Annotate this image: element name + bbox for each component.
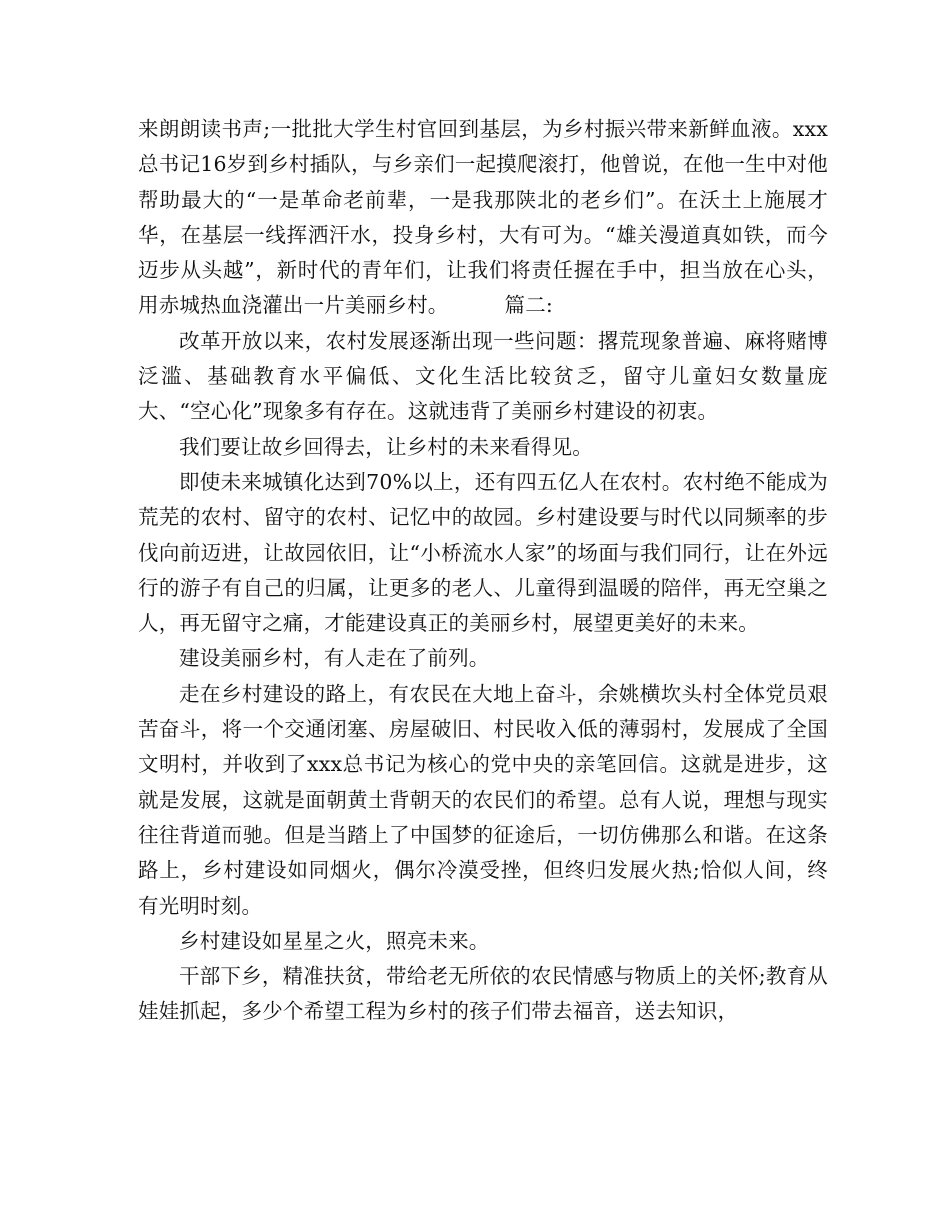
- paragraph-5: 建设美丽乡村，有人走在了前列。: [179, 646, 490, 671]
- paragraph-2: 改革开放以来，农村发展逐渐出现一些问题：撂荒现象普遍、麻将赌博泛滥、基础教育水平偏低、文化生活比较贫乏，留守儿童妇女数量庞大、“空心化”现象多有存在。这就违背了美丽乡村建设的初衷。: [138, 328, 828, 424]
- paragraph-6: 走在乡村建设的路上，有农民在大地上奋斗，余姚横坎头村全体党员艰苦奋斗，将一个交通闭塞、房屋破旧、村民收入低的薄弱村，发展成了全国文明村，并收到了xxx总书记为核心的党中央的亲笔回信。这就是进步，这就是发展，这就是面朝黄土背朝天的农民们的希望。总有人说，理想与现实往往背道而驰。但是当踏上了中国梦的征途后，一切仿佛那么和谐。在这条路上，乡村建设如同烟火，偶尔冷漠受挫，但终归发展火热;恰似人间，终有光明时刻。: [138, 681, 828, 918]
- paragraph-3: 我们要让故乡回得去，让乡村的未来看得见。: [179, 434, 593, 459]
- document-body: [138, 112, 828, 1030]
- paragraph-7: 乡村建设如星星之火，照亮未来。: [179, 928, 490, 953]
- paragraph-8: 干部下乡，精准扶贫，带给老无所依的农民情感与物质上的关怀;教育从娃娃抓起，多少个希望工程为乡村的孩子们带去福音，送去知识，: [138, 964, 828, 1024]
- paragraph-1-text: 来朗朗读书声;一批批大学生村官回到基层，为乡村振兴带来新鲜血液。xxx总书记16岁到乡村插队，与乡亲们一起摸爬滚打，他曾说，在他一生中对他帮助最大的“一是革命老前辈，一是我那陕北的老乡们”。在沃土上施展才华，在基层一线挥洒汗水，投身乡村，大有可为。“雄关漫道真如铁，而今迈步从头越”，新时代的青年们，让我们将责任握在手中，担当放在心头，用赤城热血浇灌出一片美丽乡村。: [138, 117, 828, 318]
- paragraph-4: 即使未来城镇化达到70%以上，还有四五亿人在农村。农村绝不能成为荒芜的农村、留守的农村、记忆中的故园。乡村建设要与时代以同频率的步伐向前迈进，让故园依旧，让“小桥流水人家”的场面与我们同行，让在外远行的游子有自己的归属，让更多的老人、儿童得到温暖的陪伴，再无空巢之人，再无留守之痛，才能建设真正的美丽乡村，展望更美好的未来。: [138, 469, 828, 636]
- section-heading-part-two: 篇二:: [504, 293, 554, 318]
- paragraph-1: [138, 112, 828, 324]
